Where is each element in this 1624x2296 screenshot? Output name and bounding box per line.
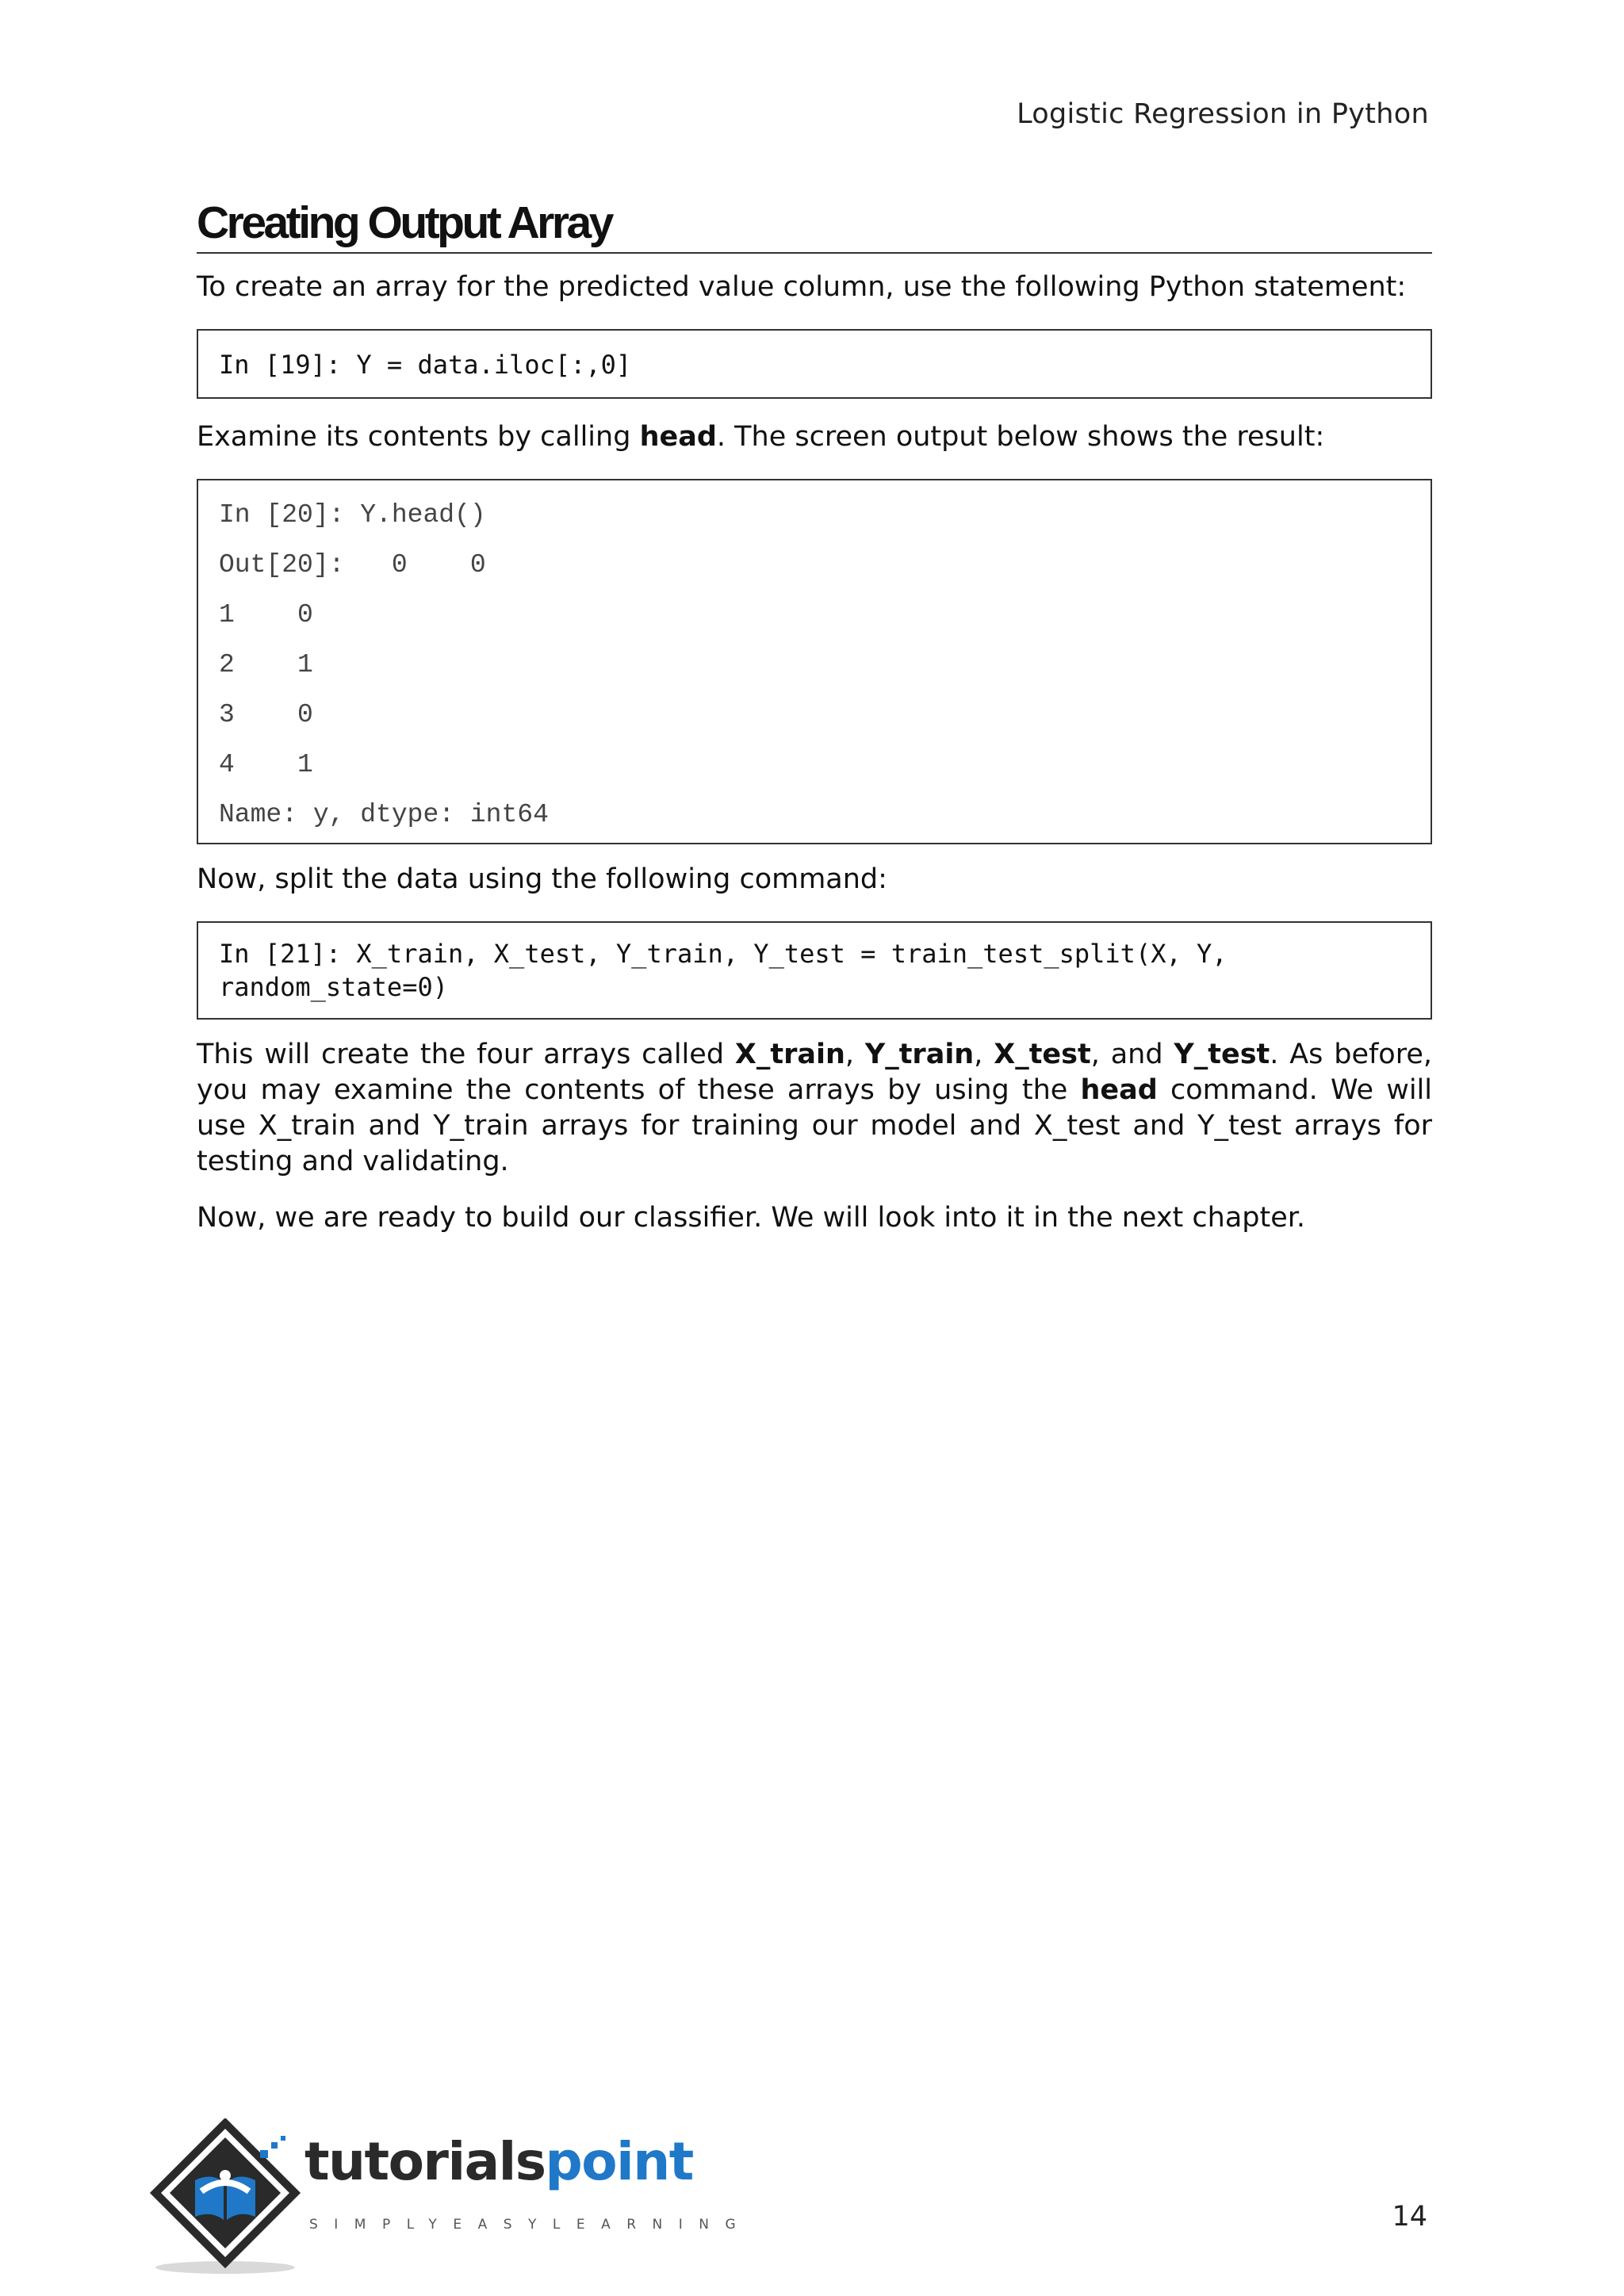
bold-term: Y_train: [864, 1039, 975, 1070]
code-line: Name: y, dtype: int64: [219, 800, 549, 829]
logo-word-blue: point: [545, 2131, 693, 2192]
text: , and: [1090, 1039, 1174, 1070]
code-block-out20: [197, 479, 1432, 844]
paragraph-examine: [197, 419, 1432, 455]
page-number: 14: [1392, 2201, 1427, 2233]
paragraph-next: Now, we are ready to build our classifier. We will look into it in the next chapter.: [197, 1202, 1306, 1234]
tutorialspoint-logo: [146, 2118, 753, 2277]
bold-term: head: [1080, 1074, 1158, 1106]
paragraph-split: Now, split the data using the following command:: [197, 863, 887, 895]
section-heading: Creating Output Array: [197, 197, 1432, 254]
bold-term: X_test: [994, 1039, 1091, 1070]
logo-tagline: SIMPLYEASYLEARNING: [309, 2217, 753, 2233]
code-block-in19: [197, 329, 1432, 399]
paragraph-intro: To create an array for the predicted value column, use the following Python statement:: [197, 271, 1407, 303]
text: command. We will use X_train and Y_train arrays for training our model and X_test and Y_test arrays for testing and validating.: [197, 1074, 1432, 1177]
text: . The screen output below shows the result:: [716, 421, 1325, 453]
code-block-in21: [197, 921, 1432, 1020]
code-line: In [19]: Y = data.iloc[:,0]: [219, 350, 632, 380]
text: . As before, you may examine the contents of these arrays by using the: [197, 1039, 1432, 1106]
code-line: 4 1: [219, 750, 313, 779]
code-line: 1 0: [219, 600, 313, 629]
logo-wordmark: [304, 2131, 693, 2192]
logo-word-dark: tutorials: [304, 2131, 546, 2192]
code-line: 3 0: [219, 700, 313, 729]
text: ,: [974, 1039, 994, 1070]
text: This will create the four arrays called: [197, 1039, 735, 1070]
logo-emblem-icon: [146, 2118, 312, 2277]
code-line: 2 1: [219, 650, 313, 679]
running-header: Logistic Regression in Python: [1017, 98, 1429, 130]
text: Examine its contents by calling: [197, 421, 640, 453]
code-line: In [21]: X_train, X_test, Y_train, Y_test = train_test_split(X, Y,: [219, 939, 1228, 969]
code-line: In [20]: Y.head(): [219, 500, 486, 530]
code-line: random_state=0): [219, 972, 448, 1002]
text: ,: [845, 1039, 865, 1070]
bold-term: X_train: [734, 1039, 845, 1070]
code-line: Out[20]: 0 0: [219, 550, 486, 580]
bold-term: Y_test: [1174, 1039, 1270, 1070]
page-content: [197, 197, 1432, 1236]
paragraph-arrays: [197, 1037, 1432, 1180]
bold-term: head: [639, 421, 717, 453]
